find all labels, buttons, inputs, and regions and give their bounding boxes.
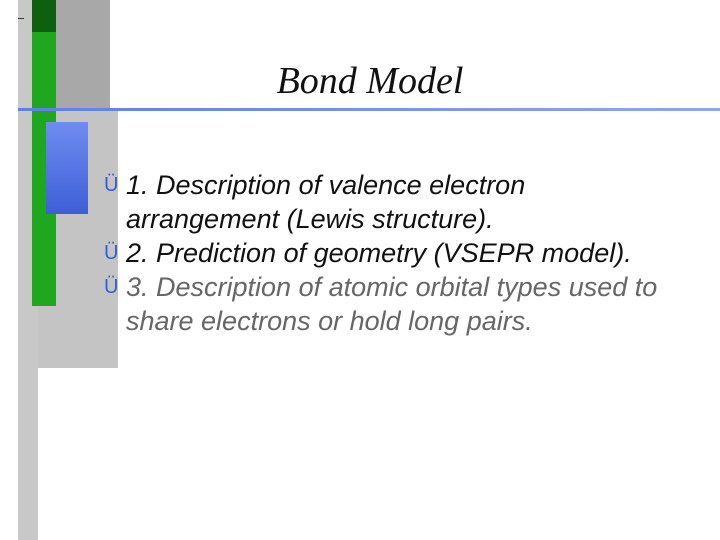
bullet-item [104,236,670,270]
bullet-arrow-icon: Ü [104,242,119,264]
slide-title: Bond Model [276,60,464,102]
bullet-arrow-icon: Ü [104,174,119,196]
blue-accent-block [46,122,88,214]
corner-tick [18,18,24,19]
bullet-text: 2. Prediction of geometry (VSEPR model). [126,238,632,268]
bullet-text: 1. Description of valence electron arrangement (Lewis structure). [126,170,526,234]
title-underline [18,108,720,111]
bullet-item [104,168,670,236]
dark-green-accent [32,0,56,32]
bullet-text: 3. Description of atomic orbital types used to share electrons or hold long pairs. [126,272,658,336]
bullet-list [104,168,670,338]
bullet-item [104,270,670,338]
bullet-arrow-icon: Ü [104,276,119,298]
